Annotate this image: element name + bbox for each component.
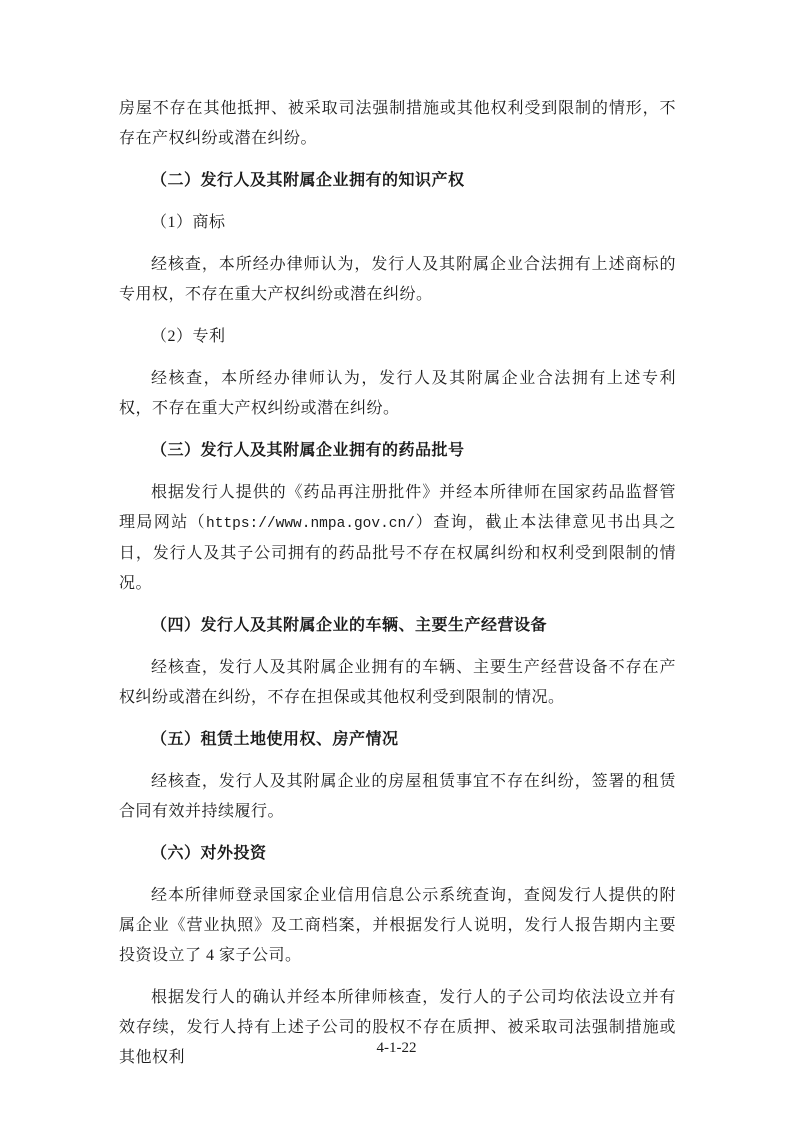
paragraph: 经核查，发行人及其附属企业拥有的车辆、主要生产经营设备不存在产权纠纷或潜在纠纷，不存在担保或其他权利受到限制的情况。 (119, 659, 676, 706)
paragraph: 房屋不存在其他抵押、被采取司法强制措施或其他权利受到限制的情形，不存在产权纠纷或潜在纠纷。 (119, 100, 676, 147)
sub-heading: （2）专利 (151, 328, 226, 345)
section-heading: （四）发行人及其附属企业的车辆、主要生产经营设备 (151, 617, 548, 634)
paragraph: 经本所律师登录国家企业信用信息公示系统查询，查阅发行人提供的附属企业《营业执照》及工商档案，并根据发行人说明，发行人报告期内主要投资设立了 4 家子公司。 (119, 887, 676, 964)
section-heading: （二）发行人及其附属企业拥有的知识产权 (151, 172, 465, 189)
document-body (119, 94, 676, 1085)
paragraph: 根据发行人的确认并经本所律师核查，发行人的子公司均依法设立并有效存续，发行人持有上述子公司的股权不存在质押、被采取司法强制措施或其他权利 (119, 989, 676, 1066)
section-heading: （三）发行人及其附属企业拥有的药品批号 (151, 442, 465, 459)
url-text: https://www.nmpa.gov.cn/ (206, 516, 415, 532)
section-heading: （五）租赁土地使用权、房产情况 (151, 731, 399, 748)
section-heading: （六）对外投资 (151, 845, 267, 862)
paragraph: 经核查，发行人及其附属企业的房屋租赁事宜不存在纠纷，签署的租赁合同有效并持续履行。 (119, 773, 676, 820)
page-number: 4-1-22 (376, 1040, 417, 1056)
paragraph: 根据发行人提供的《药品再注册批件》并经本所律师在国家药品监督管理局网站（https://www.nmpa.gov.cn/）查询，截止本法律意见书出具之日，发行人及其子公司拥有的药品批号不存在权属纠纷和权利受到限制的情况。 (119, 484, 676, 592)
sub-heading: （1）商标 (151, 214, 226, 231)
paragraph: 经核查，本所经办律师认为，发行人及其附属企业合法拥有上述专利权，不存在重大产权纠纷或潜在纠纷。 (119, 370, 676, 417)
paragraph: 经核查，本所经办律师认为，发行人及其附属企业合法拥有上述商标的专用权，不存在重大产权纠纷或潜在纠纷。 (119, 256, 676, 303)
